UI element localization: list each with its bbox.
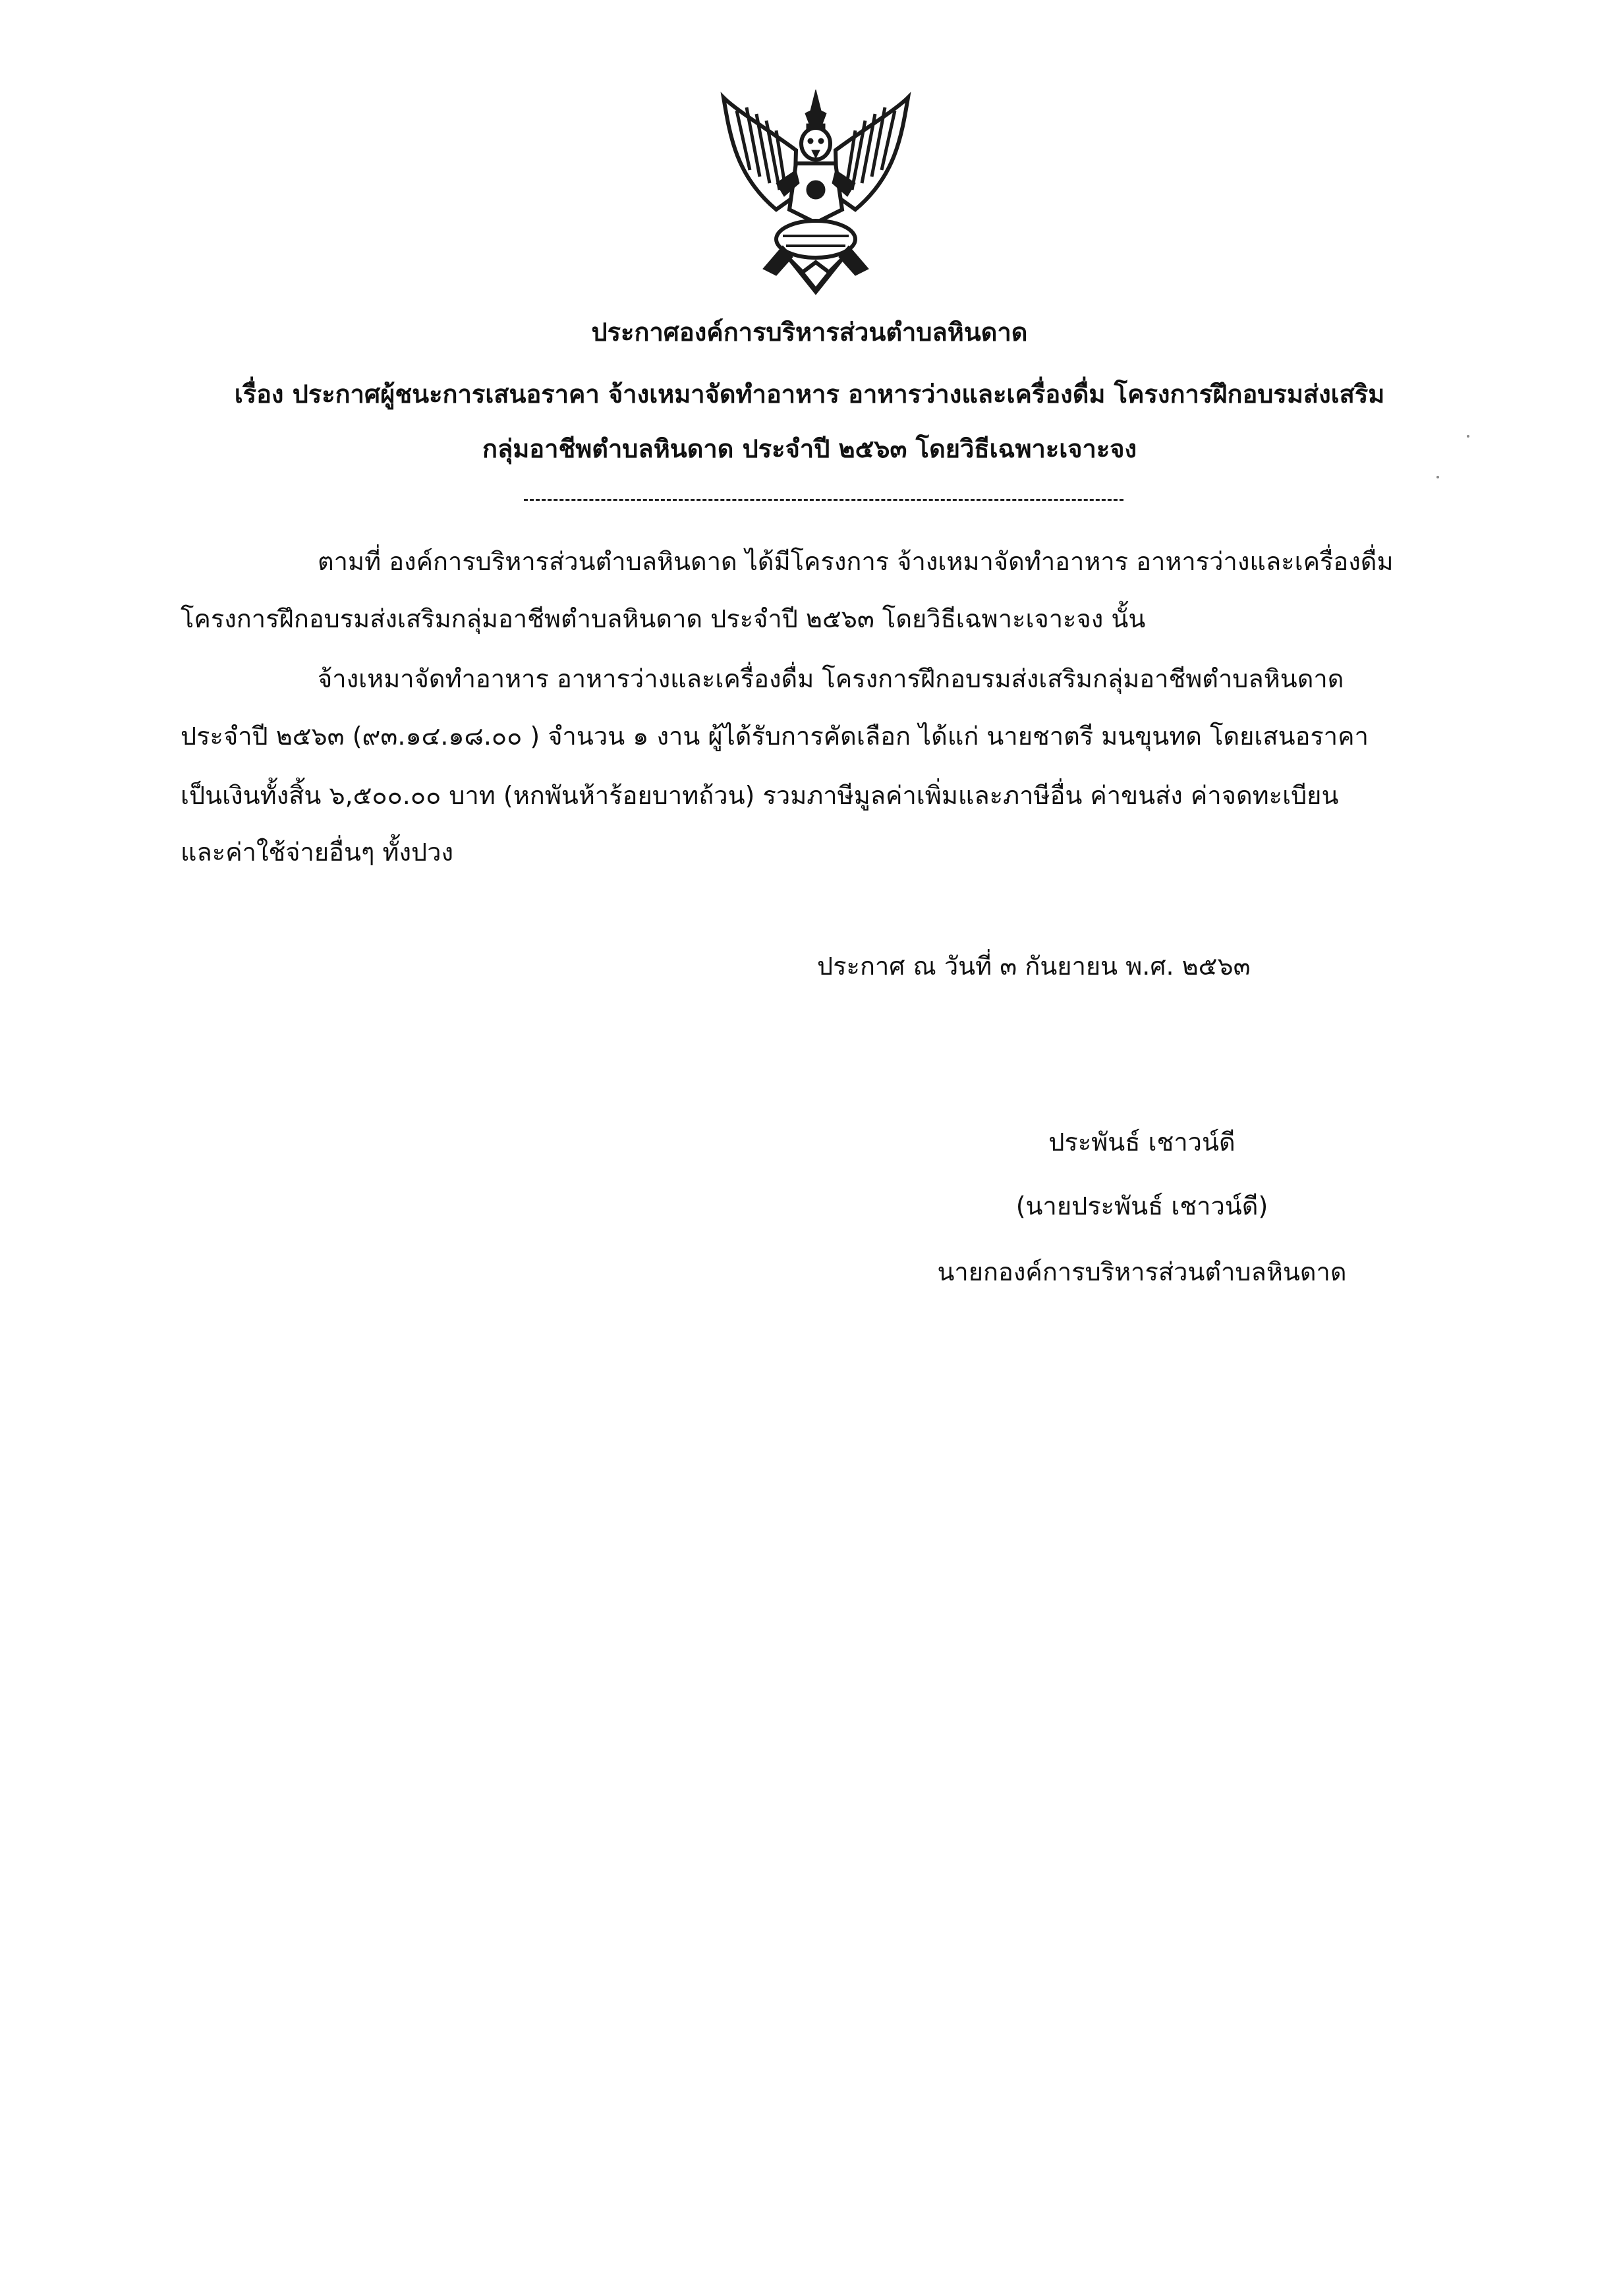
scan-speck [1436, 476, 1439, 478]
announcement-title: ประกาศองค์การบริหารส่วนตำบลหินดาด [591, 318, 1028, 347]
dashed-separator [524, 499, 1123, 501]
paragraph-2-line-2: ประจำปี ๒๕๖๓ (๙๓.๑๔.๑๘.๐๐ ) จำนวน ๑ งาน ผู้ได้รับการคัดเลือก ได้แก่ นายชาตรี มนขุนทด โดยเสนอราคา [181, 722, 1369, 751]
announcement-subject: เรื่อง ประกาศผู้ชนะการเสนอราคา จ้างเหมาจัดทำอาหาร อาหารว่างและเครื่องดื่ม โครงการฝึกอบรมส่งเสริม [234, 380, 1385, 409]
paragraph-2-line-1: จ้างเหมาจัดทำอาหาร อาหารว่างและเครื่องดื่ม โครงการฝึกอบรมส่งเสริมกลุ่มอาชีพตำบลหินดาด [318, 664, 1344, 693]
paragraph-2-line-4: และค่าใช้จ่ายอื่นๆ ทั้งปวง [181, 838, 454, 867]
signature-name: ประพันธ์ เชาวน์ดี [1048, 1128, 1236, 1157]
garuda-emblem-icon [710, 84, 921, 295]
printed-name: (นายประพันธ์ เชาวน์ดี) [1015, 1191, 1268, 1220]
announcement-date: ประกาศ ณ วันที่ ๓ กันยายน พ.ศ. ๒๕๖๓ [817, 952, 1251, 981]
paragraph-2-line-3: เป็นเงินทั้งสิ้น ๖,๕๐๐.๐๐ บาท (หกพันห้าร้อยบาทถ้วน) รวมภาษีมูลค่าเพิ่มและภาษีอื่น ค่าขนส่ง ค่าจดทะเบียน [181, 781, 1339, 810]
scan-speck [1467, 435, 1469, 438]
paragraph-1-line-2: โครงการฝึกอบรมส่งเสริมกลุ่มอาชีพตำบลหินดาด ประจำปี ๒๕๖๓ โดยวิธีเฉพาะเจาะจง นั้น [181, 604, 1146, 633]
announcement-subject-continued: กลุ่มอาชีพตำบลหินดาด ประจำปี ๒๕๖๓ โดยวิธีเฉพาะเจาะจง [482, 434, 1137, 463]
paragraph-1-line-1: ตามที่ องค์การบริหารส่วนตำบลหินดาด ได้มีโครงการ จ้างเหมาจัดทำอาหาร อาหารว่างและเครื่องดื่ม [318, 547, 1394, 576]
signatory-position: นายกองค์การบริหารส่วนตำบลหินดาด [937, 1257, 1347, 1286]
